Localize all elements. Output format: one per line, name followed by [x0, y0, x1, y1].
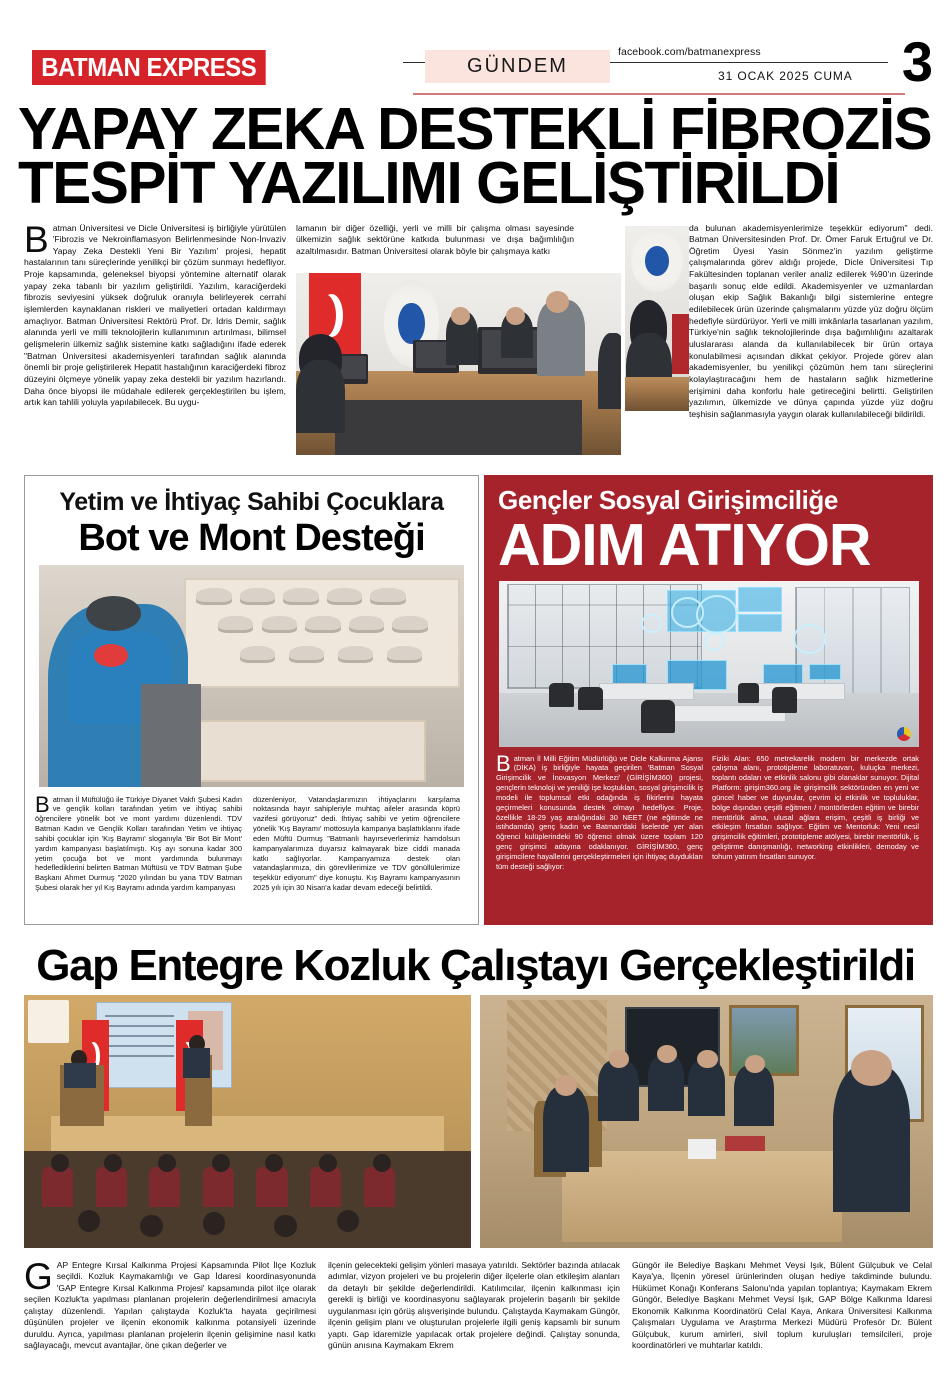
attendee-person: [734, 1065, 775, 1126]
shoe-icon: [262, 616, 297, 633]
desk-screen-icon: [763, 664, 803, 684]
desk-screen-icon: [612, 664, 648, 686]
article-gap-col-1: GAP Entegre Kırsal Kalkınma Projesi Kapsamında Pilot İlçe Kozluk seçildi. Kozluk Kaymakamlığı ve Gap İdaresi koordinasyonunda 'GAP Entegre Kırsal Kalkınma Projesi' kapsamında pilot ilçe olarak seçilen Kozluk'ta yapılması planlanan projelerin değerlendirilmesi amacıyla çalıştay düzenlendi. Yapılan çalıştayda Kozluk'ta hayata geçirilmesi düşünülen projeler ve ilçenin ekonomik kalkınma potansiyeli üzerinde duruldu. Ayrıca, yapılması planlanan projelerin ilçenin gelişimine nasıl katkı sağlayacağı, mevcut avantajlar, öne çıkan değerler ve: [24, 1255, 316, 1351]
shoe-icon: [392, 616, 427, 633]
hud-panel-icon: [738, 587, 782, 612]
newspaper-page: [0, 22, 951, 1386]
attendee-person: [598, 1060, 639, 1121]
person-head: [373, 1154, 391, 1172]
lab-scene: [296, 273, 621, 455]
article-aid-title: Bot ve Mont Desteği: [78, 516, 425, 559]
seat-icon: [310, 1167, 341, 1207]
meeting-table: [562, 1151, 843, 1242]
person-head: [51, 1154, 69, 1172]
person-seated: [598, 333, 621, 409]
logo-secondary-text: EXPRESS: [146, 52, 257, 82]
shoe-icon: [327, 588, 362, 605]
article-youth-kicker: Gençler Sosyal Girişimciliğe: [498, 484, 838, 515]
presenter-person: [833, 1065, 910, 1212]
cardboard-box: [167, 720, 426, 782]
article-main-col-1: Batman Üniversitesi ve Dicle Üniversitesi iş birliğiyle yürütülen 'Fibrozis ve Nekroinflamasyon Belirlenmesinde Non-İnvaziv Yapay Zeka Destekli Yeni Bir Yazılım' projesi, hepatit hastalarının tanı süreçlerinde yenilikçi bir çözüm sunmayı hedefliyor. Proje kapsamında, geleneksel biyopsi yöntemine alternatif olarak yapay zeka tabanlı bir yazılım geliştirildi. Yazılım, karaciğerdeki fibrozis seviyesini yüksek doğruluk oranıyla belirleyerek cerrahi işlemlerden kaynaklanan riskleri ve maliyetleri ortadan kaldırmayı amaçlıyor. Batman Üniversitesi Rektörü Prof. Dr. İdris Demir, sağlık alanında yerli ve milli teknolojilerin kullanımının artırılması, bilimsel gelişmelerin ülkemiz sağlık sistemine katkı sağladığını ifade ederek "Batman Üniversitesi akademisyenleri tarafından sağlık alanında önemli bir proje geliştirilerek Hepatit hastalığının karaciğerdeki fibroz düzeyini ölçmeye yönelik yapay zeka destekli bir yazılım hazırlandı. Daha önce biyopsi ile müdahale edilerek gerçekleştirilen bu işlem, artık kan tahlili yoluyla yapılabilecek. Bu uygu-: [24, 218, 286, 408]
social-handle[interactable]: facebook.com/batmanexpress: [618, 46, 761, 58]
main-headline-line-2: TESPİT YAZILIMI GELİŞTİRİLDİ: [18, 150, 840, 217]
article-youth: [484, 475, 933, 925]
child-person: [141, 684, 201, 786]
article-aid-photo: [39, 565, 464, 787]
article-gap-body: [18, 1255, 933, 1380]
main-headline-line-1: YAPAY ZEKA DESTEKLİ FİBROZİS: [18, 96, 932, 162]
screen-text-line: [105, 1055, 175, 1057]
desk-screen-icon: [809, 664, 840, 681]
person-head: [274, 1215, 296, 1238]
article-gap-photos: [18, 995, 933, 1250]
workstation-desk: [751, 683, 845, 700]
cmyk-registration-icon: [897, 727, 911, 741]
publication-date: 31 OCAK 2025 CUMA: [718, 69, 853, 83]
section-label: GÜNDEM: [425, 50, 610, 83]
newspaper-logo[interactable]: [32, 50, 265, 85]
shoe-icon: [196, 588, 231, 605]
article-gap-photo-1: [24, 995, 471, 1248]
shoe-icon: [240, 588, 275, 605]
conference-hall-scene: [24, 995, 471, 1248]
article-gap-col-3: Güngör ile Belediye Başkanı Mehmet Veysi Işık, Bülent Gülçubuk ve Celal Kaya'ya, İlçenin yöresel ürünlerinden oluşan hediye takdiminde bulundu. Hükümet Konağı Konferans Salonu'nda yapılan toplantıya; Kaymakam Ekrem Güngör, Belediye Başkanı Mehmet Veysi Işık, GAP Bölge Kalkınma İdaresi Ekonomik Kalkınma Koordinatörü Celal Kaya, Ankara Üniversitesi Kalkınma Çalışmaları Uygulama ve Araştırma Merkezi Müdürü Profesör Dr. Bülent Gülçubuk, kurum amirleri, sivil toplum kuruluşları temsilcileri, proje koordinatörleri ve muhtarlar katıldı.: [632, 1259, 932, 1351]
article-aid-col-1: Batman İl Müftülüğü ile Türkiye Diyanet Vakfı Şubesi Kadın ve gençlik kolları tarafından yetim ve ihtiyaç sahibi öğrencilere yönelik bot ve mont yardımı düzenlendi. TDV Batman Kadın ve Gençlik Kolları tarafından Yetim ve ihtiyaç sahibi çocuklar için 'Kış Bayramı' sloganıyla 'Bir Bot Bir Mont' yardım kampanyası başlatılmıştı. Kış ayı sonuna kadar 300 yetim çocuğa bot ve mont yardımında bulunmayı hedeflediklerini belirten Batman Müftüsü ve TDV Batman Şube Başkanı Ahmet Durmuş "2020 yılından bu yana TDV Batman Şubesi olarak her yıl Kış Bayramı adında yardım kampanyası: [35, 791, 242, 893]
aid-scene: [39, 565, 464, 787]
office-chair-icon: [738, 683, 759, 703]
article-main-col-3: [625, 223, 933, 421]
lab-scene-inset: [625, 226, 689, 411]
university-emblem-icon: [631, 229, 682, 292]
mid-section: [18, 475, 933, 930]
shoe-display-box: [184, 578, 460, 689]
person-head: [212, 1154, 230, 1172]
article-aid-kicker: Yetim ve İhtiyaç Sahibi Çocuklara: [59, 487, 444, 516]
article-aid-col-2: düzenleniyor, Vatandaşlarımızın ihtiyaçlarını karşılama noktasında hayır sahipleriyle muhtaç aileler arasında köprü vazifesi görüyoruz" dedi. İhtiyaç sahibi ve yetim öğrencilere yönelik 'Kış Bayramı' mottosuyla kampanya başlattıklarını ifade eden Müftü Durmuş "Batmanlı hayırseverlerimiz hamdolsun kampanyalarımıza duyarsız kalmayarak bize ciddi manada katkı sağlıyorlar. Kampanyamıza destek olan vatandaşlarımıza, din görevlilerimize ve TDV gönüllülerimize teşekkür ediyorum" diye konuştu. Kış Bayramı kampanyasının 2025 yılı için 30 Nisan'a kadar devam edeceği belirtildi.: [253, 794, 460, 893]
person-head: [203, 1212, 225, 1235]
shoe-icon: [338, 646, 373, 663]
article-main-photo-inset: [625, 226, 689, 411]
article-youth-col-2: Fiziki Alan: 650 metrekarelik modern bir merkezde ortak çalışma alanı, prototipleme laboratuvarı, kuluçka merkezi, toplantı odaları ve etkinlik salonu gibi olanaklar sunuyor. Dijital Platform: girişim360.org ile girişimcilik sektöründen en yeni ve güncel haber ve duyurular, çevrim içi etkinlik ve topluluklar, bölge dışından çeşitli eğitmen / montörlerden eğitim ve birebir mentörlük alma, ulusal ağlara erişim, çeşitli iş birliği ve etkileşim fırsatları sağlıyor. Eğitim ve Mentorluk: Yeni nesil girişimcilik eğitimleri, prototipleme atölyesi, birebir mentörlük, iş geliştirme danışmanlığı, networking etkinlikleri, demoday ve tohum yatırım fırsatları sunuyor.: [712, 753, 919, 861]
shoe-icon: [283, 588, 318, 605]
article-aid-body: [35, 791, 468, 930]
seat-icon: [364, 1167, 395, 1207]
crescent-badge-icon: [94, 644, 128, 666]
article-gap-col-2: ilçenin gelecekteki gelişim yönleri masaya yatırıldı. Sektörler bazında atılacak adımlar, vizyon projeleri ve bu projelerin diğer ilçelerle olan etkileşim alanları da detaylı bir şekilde değerlendirildi. Katılımcılar, ilçenin kalkınması için gerekli iş birliği ve koordinasyonu sağlayarak projelerin başarılı bir şekilde uygulanması için görüş alışverişinde bulundu. Çalıştayda Kaymakam Güngör, ilçenin gelişim planı ve oluşturulan projelerle ilgili geniş kapsamlı bir sunum yaptı. Gap idaremizle yapılacak ortak projelere değindi. Çalıştay sonunda, günün anısına Kaymakam Ekrem: [328, 1259, 620, 1351]
innovation-office-scene: [499, 581, 919, 747]
workstation-desk: [599, 683, 693, 700]
meeting-room-scene: [480, 995, 933, 1248]
office-chair-icon: [641, 700, 675, 733]
screen-text-line: [105, 1035, 175, 1037]
main-headline: [18, 96, 932, 217]
attendee-person: [648, 1055, 684, 1111]
seat-icon: [203, 1167, 234, 1207]
person-head: [104, 1154, 122, 1172]
person-head: [158, 1154, 176, 1172]
article-main-col-3-text: da bulunan akademisyenlerimize teşekkür ediyorum" dedi. Batman Üniversitesinden Prof. Dr. Ömer Faruk Ertuğrul ve Dr. Öğretim Üyesi Yasin Sönmez'in yazılım geliştirme çalışmalarında görev aldığı projede, Dicle Üniversitesi Tıp Fakültesinden toplanan veriler analiz edilerek %90'ın üzerinde başarılı sonuç elde edildi. Akademisyenler ve uzmanlardan oluşan ekip Sağlık Bakanlığı bilgi sistemlerine entegre edilebilecek ürün üzerinde çalışmalarını yüzde yüz doğru ölçüm hedefiyle sürdürüyor. Yerli ve milli imkânlarla tasarlanan yazılım, Türkiye'nin sağlık teknolojilerinde dışa bağımlılığını azaltarak uluslararası alanda da kullanılabilecek bir ürün ortaya konulabilmesi açısından dikkat çekiyor. Projede görev alan akademisyenler, bu yenilikçi çözümün hem tanı süreçlerini kolaylaştıracağını hem de hastaların sağlık hizmetlerine erişimini daha konforlu hale getireceğini belirtti. Geliştirilen yazılımın, ülkemizde ve dünya çapında yüzde yüz doğru teşhisin sağlanmasıyla yaygın olarak kullanılabileceği bildirildi.: [689, 222, 933, 419]
desk-books: [725, 1136, 766, 1151]
red-chair: [672, 314, 689, 373]
shoe-icon: [305, 616, 340, 633]
screen-text-line: [105, 1025, 175, 1027]
audience-seating: [24, 1151, 471, 1247]
hud-panel-icon: [738, 614, 782, 633]
radar-ring-icon: [704, 632, 725, 651]
person-head: [697, 1050, 717, 1068]
article-youth-title: ADIM ATIYOR: [498, 511, 871, 578]
article-main-photo: [296, 273, 621, 455]
office-chair-icon: [549, 683, 574, 706]
screen-text-line: [105, 1015, 175, 1017]
person-head: [265, 1154, 283, 1172]
kozluk-kaymakamlik-logo: [28, 1000, 68, 1043]
shoe-icon: [218, 616, 253, 633]
person-head: [657, 1045, 677, 1063]
article-youth-photo: [499, 581, 919, 747]
office-chair-icon: [772, 687, 797, 714]
shoe-icon: [349, 616, 384, 633]
person-head: [319, 1154, 337, 1172]
desk-papers: [688, 1139, 715, 1159]
page-number: 3: [901, 30, 933, 93]
radar-ring-icon: [641, 614, 662, 633]
seated-official: [64, 1063, 95, 1088]
radar-ring-icon: [793, 624, 826, 655]
article-youth-col-1: Batman İl Milli Eğitim Müdürlüğü ve Dicle Kalkınma Ajansı (DİKA) iş birliğiyle hayata geçirilen 'Batman Sosyal Girişimcilik ve İnovasyon Merkezi' (GİRİŞİM360) projesi, gençlerin teknoloji ve yeniliği işe koştukları, sosyal girişimcilik iş modeli ile toplumsal etki odağında iş fikirlerini hayata geçirmeleri konusunda destek olmayı hedefliyor. Proje, özellikle 18-29 yaş aralığındaki 30 NEET (ne eğitimde ne istihdamda) genç kadın ve Batman'daki liselerde yer alan öğrenci kulüplerindeki 90 öğrenci olmak üzere toplam 120 genç girişimci adayına odaklanıyor. GİRİŞİM360, genç girişimcilere hayallerini gerçekleştirmeleri için ihtiyaç duydukları tüm desteği sağlıyor:: [496, 750, 704, 871]
person-head: [546, 291, 569, 313]
seat-icon: [42, 1167, 73, 1207]
person-head: [851, 1050, 892, 1085]
screen-text-line: [105, 1045, 175, 1047]
shoe-icon: [289, 646, 324, 663]
scene-desk-front: [335, 400, 582, 455]
person-head: [555, 1075, 578, 1095]
shoe-icon: [240, 646, 275, 663]
seat-icon: [96, 1167, 127, 1207]
shoe-icon: [370, 588, 405, 605]
article-youth-body: [496, 750, 921, 904]
scene-desk: [625, 377, 689, 410]
article-main-col-2: lamanın bir diğer özelliği, yerli ve milli bir çalışma olması sayesinde ülkemizin sağlık sektörüne katkıda bulunması ve dışa bağımlılığın azaltılmasıdır. Batman Üniversitesi olarak böyle bir çalışmaya katkı: [296, 222, 574, 256]
seat-icon: [149, 1167, 180, 1207]
masthead-rule-red: [413, 93, 905, 95]
article-gap-photo-2: [480, 995, 933, 1248]
person-seated: [296, 360, 345, 433]
shoe-icon: [387, 646, 422, 663]
article-main: [18, 218, 933, 463]
article-aid: [24, 475, 479, 925]
person-head: [78, 1210, 100, 1233]
volunteer-head: [86, 596, 141, 632]
attendee-person: [543, 1086, 588, 1172]
standing-speaker: [183, 1048, 210, 1078]
attendee-person: [688, 1060, 724, 1116]
radar-ring-icon: [696, 595, 738, 634]
logo-primary-text: BATMAN: [41, 52, 141, 82]
seat-icon: [256, 1167, 287, 1207]
person-head: [140, 1215, 162, 1238]
masthead: [18, 22, 933, 100]
office-chair-icon: [578, 687, 603, 710]
article-gap-title: Gap Entegre Kozluk Çalıştayı Gerçekleştirildi: [36, 940, 915, 990]
workstation-desk: [667, 705, 787, 722]
